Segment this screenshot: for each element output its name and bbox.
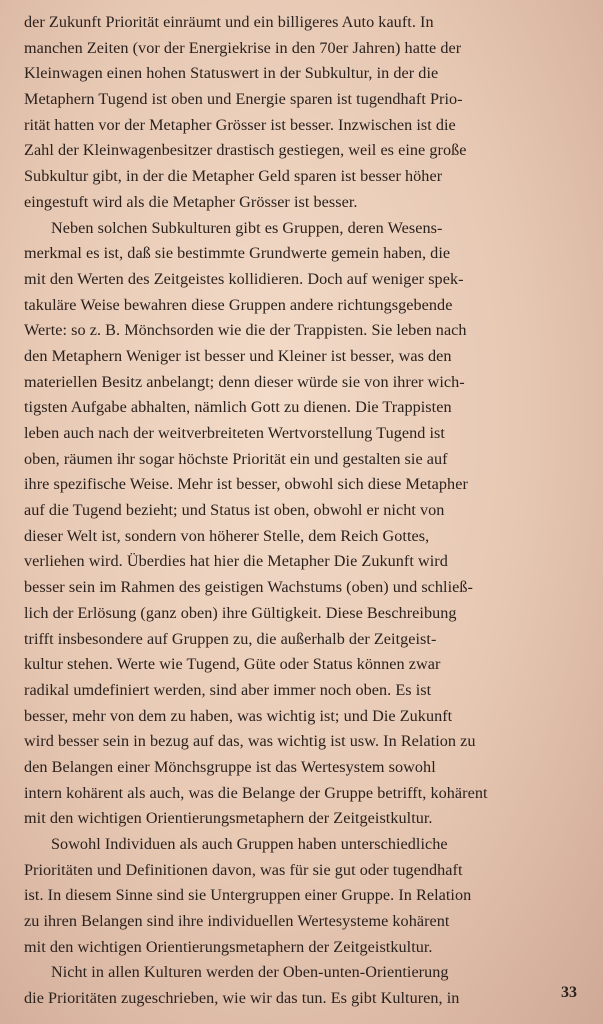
text-line: ihre spezifische Weise. Mehr ist besser, obwohl sich diese Metapher	[24, 475, 468, 494]
body-text	[24, 10, 599, 1012]
text-line: Kleinwagen einen hohen Statuswert in der Subkultur, in der die	[24, 64, 439, 83]
text-line: Subkultur gibt, in der die Metapher Geld sparen ist besser höher	[24, 167, 443, 186]
text-line: auf die Tugend bezieht; und Status ist oben, obwohl er nicht von	[24, 501, 445, 520]
text-line: Zahl der Kleinwagenbesitzer drastisch gestiegen, weil es eine große	[24, 141, 467, 160]
text-line: trifft insbesondere auf Gruppen zu, die außerhalb der Zeitgeist-	[24, 629, 437, 648]
text-line: leben auch nach der weitverbreiteten Wertvorstellung Tugend ist	[24, 424, 445, 442]
text-line: kultur stehen. Werte wie Tugend, Güte oder Status können zwar	[24, 655, 441, 674]
text-line: verliehen wird. Überdies hat hier die Metapher Die Zukunft wird	[24, 552, 448, 571]
text-line: takuläre Weise bewahren diese Gruppen andere richtungsgebende	[24, 295, 453, 314]
text-line: Metaphern Tugend ist oben und Energie sparen ist tugendhaft Prio-	[24, 90, 463, 109]
text-line: Werte: so z. B. Mönchsorden wie die der Trappisten. Sie leben nach	[24, 321, 467, 340]
text-line: dieser Welt ist, sondern von höherer Stelle, dem Reich Gottes,	[24, 526, 430, 545]
text-line: mit den Werten des Zeitgeistes kollidieren. Doch auf weniger spek-	[24, 269, 464, 288]
text-line: ist. In diesem Sinne sind sie Untergruppen einer Gruppe. In Relation	[24, 886, 472, 905]
text-line: wird besser sein in bezug auf das, was wichtig ist usw. In Relation zu	[24, 732, 476, 751]
paragraph-start-line: Neben solchen Subkulturen gibt es Gruppen, deren Wesens-	[51, 218, 443, 237]
text-line: mit den wichtigen Orientierungsmetaphern der Zeitgeistkultur.	[24, 937, 433, 956]
text-line: radikal umdefiniert werden, sind aber immer noch oben. Es ist	[24, 680, 432, 699]
page-number: 33	[561, 984, 577, 1001]
text-line: eingestuft wird als die Metapher Grösser ist besser.	[24, 192, 358, 211]
text-line: oben, räumen ihr sogar höchste Priorität ein und gestalten sie auf	[24, 449, 448, 468]
text-line: den Belangen einer Mönchsgruppe ist das Wertesystem sowohl	[24, 757, 436, 776]
text-line: Prioritäten und Definitionen davon, was für sie gut oder tugendhaft	[24, 860, 463, 879]
text-line: besser sein im Rahmen des geistigen Wachstums (oben) und schließ-	[24, 578, 473, 597]
text-line: zu ihren Belangen sind ihre individuellen Wertesysteme kohärent	[24, 912, 450, 931]
text-line: der Zukunft Priorität einräumt und ein billigeres Auto kauft. In	[24, 13, 434, 31]
text-line: merkmal es ist, daß sie bestimmte Grundwerte gemein haben, die	[24, 244, 451, 263]
text-line: intern kohärent als auch, was die Belange der Gruppe betrifft, kohärent	[24, 783, 488, 802]
text-line: materiellen Besitz anbelangt; denn dieser würde sie von ihrer wich-	[24, 372, 465, 391]
text-line: den Metaphern Weniger ist besser und Kleiner ist besser, was den	[24, 346, 452, 365]
text-line: die Prioritäten zugeschrieben, wie wir das tun. Es gibt Kulturen, in	[24, 989, 460, 1008]
paragraph-start-line: Nicht in allen Kulturen werden der Oben-unten-Orientierung	[51, 963, 449, 982]
text-line: mit den wichtigen Orientierungsmetaphern der Zeitgeistkultur.	[24, 809, 433, 828]
text-line: tigsten Aufgabe abhalten, nämlich Gott zu dienen. Die Trappisten	[24, 398, 452, 417]
text-line: rität hatten vor der Metapher Grösser ist besser. Inzwischen ist die	[24, 115, 456, 134]
text-line: besser, mehr von dem zu haben, was wichtig ist; und Die Zukunft	[24, 706, 453, 725]
text-line: manchen Zeiten (vor der Energiekrise in den 70er Jahren) hatte der	[24, 38, 462, 57]
text-line: lich der Erlösung (ganz oben) ihre Gültigkeit. Diese Beschreibung	[24, 603, 457, 622]
paragraph-start-line: Sowohl Individuen als auch Gruppen haben unterschiedliche	[51, 835, 448, 853]
